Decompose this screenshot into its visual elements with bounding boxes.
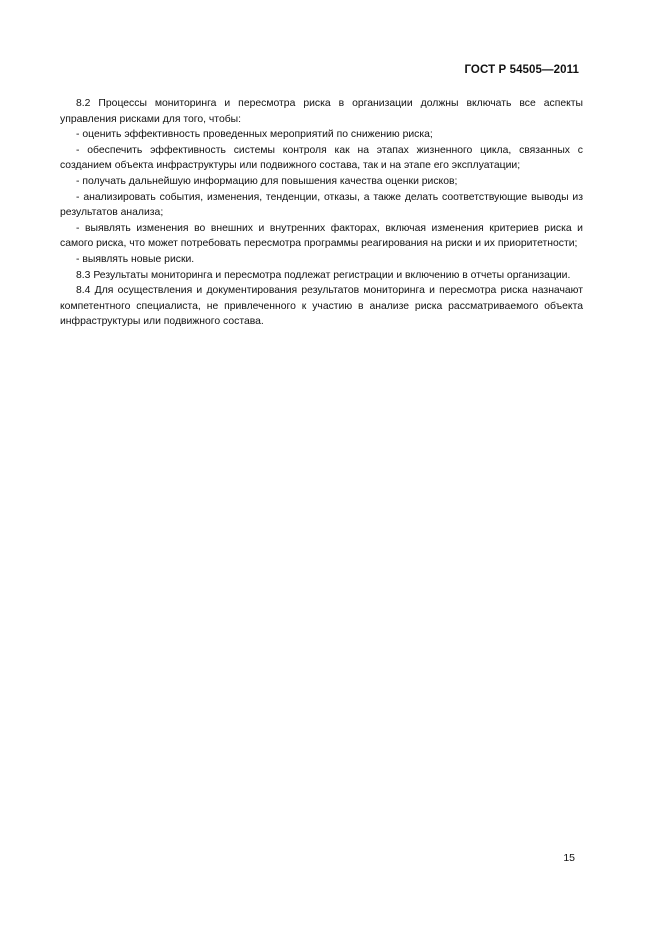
page-number: 15 <box>563 852 575 864</box>
list-item: - обеспечить эффективность системы контроля как на этапах жизненного цикла, связанных с созданием объекта инфраструктуры или подвижного состава, так и на этапе его эксплуатации; <box>60 144 583 172</box>
standard-designation: ГОСТ Р 54505—2011 <box>464 64 579 76</box>
clause-8-4: 8.4 Для осуществления и документирования результатов мониторинга и пересмотра риска назначают компетентного специалиста, не привлеченного к участию в анализе риска рассматриваемого объекта инфраструктуры или подвижного состава. <box>60 285 583 328</box>
list-item: - анализировать события, изменения, тенденции, отказы, а также делать соответствующие выводы из результатов анализа; <box>60 191 583 219</box>
clause-8-3: 8.3 Результаты мониторинга и пересмотра подлежат регистрации и включению в отчеты организации. <box>76 269 571 281</box>
clause-8-2: 8.2 Процессы мониторинга и пересмотра риска в организации должны включать все аспекты управления рисками для того, чтобы: <box>60 98 583 125</box>
list-item: - оценить эффективность проведенных мероприятий по снижению риска; <box>76 129 433 141</box>
section-8-body <box>60 96 583 330</box>
list-item: - получать дальнейшую информацию для повышения качества оценки рисков; <box>76 175 458 187</box>
list-item: - выявлять изменения во внешних и внутренних факторах, включая изменения критериев риска и самого риска, что может потребовать пересмотра программы реагирования на риски и их приоритетности; <box>60 222 583 250</box>
list-item: - выявлять новые риски. <box>76 253 195 265</box>
